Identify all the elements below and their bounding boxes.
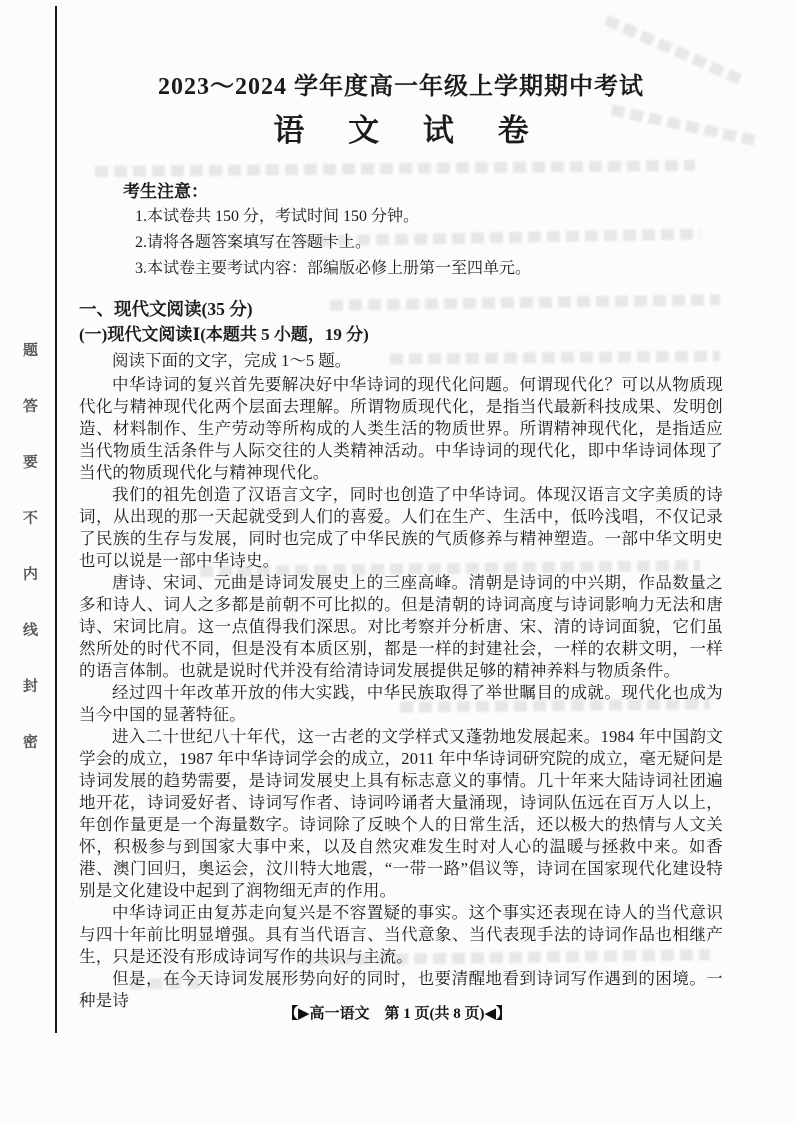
notice-item: 1.本试卷共 150 分，考试时间 150 分钟。 (135, 208, 420, 225)
section-heading-modern-reading: 一、现代文阅读(35 分) (79, 299, 253, 319)
candidate-notice (79, 180, 723, 282)
seal-char: 内 (22, 566, 39, 584)
seal-char: 线 (22, 622, 39, 640)
passage-paragraph: 但是，在今天诗词发展形势向好的同时，也要清醒地看到诗词写作遇到的困境。一种是诗 (79, 969, 723, 1010)
notice-item: 2.请将各题答案填写在答题卡上。 (135, 234, 372, 251)
notice-heading: 考生注意： (123, 182, 208, 201)
notice-item: 3.本试卷主要考试内容：部编版必修上册第一至四单元。 (135, 260, 532, 277)
reading-passage (79, 374, 723, 1012)
subsection-heading-reading-1: (一)现代文阅读Ⅰ(本题共 5 小题，19 分) (79, 325, 369, 344)
subject-title: 语 文 试 卷 (273, 113, 547, 148)
page-footer: 【▶高一语文 第 1 页(共 8 页)◀】 (282, 1006, 512, 1022)
passage-paragraph: 进入二十世纪八十年代，这一古老的文学样式又蓬勃地发展起来。1984 年中国韵文学会的成立，1987 年中华诗词学会的成立，2011 年中华诗词研究院的成立，毫无疑问是诗词发展的趋势需要，是诗词发展史上具有标志意义的事情。几十年来大陆诗词社团遍地开花，诗词爱好者、诗词写作者、诗词吟诵者大量涌现，诗词队伍远在百万人以上，年创作量更是一个海量数字。诗词除了反映个人的日常生活，还以极大的热情与人文关怀，积极参与到国家大事中来，以及自然灾难发生时对人心的温暖与拯救中来。如香港、澳门回归，奥运会，汶川特大地震，“一带一路”倡议等，诗词在国家现代化建设特别是文化建设中起到了润物细无声的作用。 (79, 727, 723, 900)
exam-title: 2023～2024 学年度高一年级上学期期中考试 (158, 74, 644, 100)
seal-char: 答 (22, 398, 39, 416)
seal-char: 封 (22, 678, 39, 696)
seal-char: 不 (22, 510, 39, 528)
seal-line (55, 6, 57, 1033)
passage-paragraph: 唐诗、宋词、元曲是诗词发展史上的三座高峰。清朝是诗词的中兴期，作品数量之多和诗人、词人之多都是前朝不可比拟的。但是清朝的诗词高度与诗词影响力无法和唐诗、宋词比肩。这一点值得我们深思。对比考察并分析唐、宋、清的诗词面貌，它们虽然所处的时代不同，但是没有本质区别，都是一样的封建社会，一样的农耕文明，一样的语言体制。也就是说时代并没有给清诗词发展提供足够的精神养料与物质条件。 (79, 573, 723, 680)
passage-paragraph: 经过四十年改革开放的伟大实践，中华民族取得了举世瞩目的成就。现代化也成为当今中国的显著特征。 (79, 683, 723, 724)
passage-paragraph: 我们的祖先创造了汉语言文字，同时也创造了中华诗词。体现汉语言文字美质的诗词，从出现的那一天起就受到人们的喜爱。人们在生产、生活中，低吟浅唱，不仅记录了民族的生存与发展，同时也完成了中华民族的气质修养与精神塑造。一部中华文明史也可以说是一部中华诗史。 (79, 485, 723, 570)
seal-char: 密 (22, 734, 39, 752)
reading-instruction: 阅读下面的文字，完成 1～5 题。 (112, 351, 352, 370)
seal-line-text (23, 344, 38, 751)
main-content (79, 0, 723, 1012)
passage-paragraph: 中华诗词正由复苏走向复兴是不容置疑的事实。这个事实还表现在诗人的当代意识与四十年前比明显增强。具有当代语言、当代意象、当代表现手法的诗词作品也相继产生，只是还没有形成诗词写作的共识与主流。 (79, 903, 723, 966)
seal-char: 题 (22, 342, 39, 360)
passage-paragraph: 中华诗词的复兴首先要解决好中华诗词的现代化问题。何谓现代化？可以从物质现代化与精神现代化两个层面去理解。所谓物质现代化，是指当代最新科技成果、发明创造、材料制作、生产劳动等所构成的人类生活的物质世界。所谓精神现代化，是指适应当代物质生活条件与人际交往的人类精神活动。中华诗词的现代化，即中华诗词体现了当代的物质现代化与精神现代化。 (79, 375, 723, 482)
seal-char: 要 (22, 454, 39, 472)
